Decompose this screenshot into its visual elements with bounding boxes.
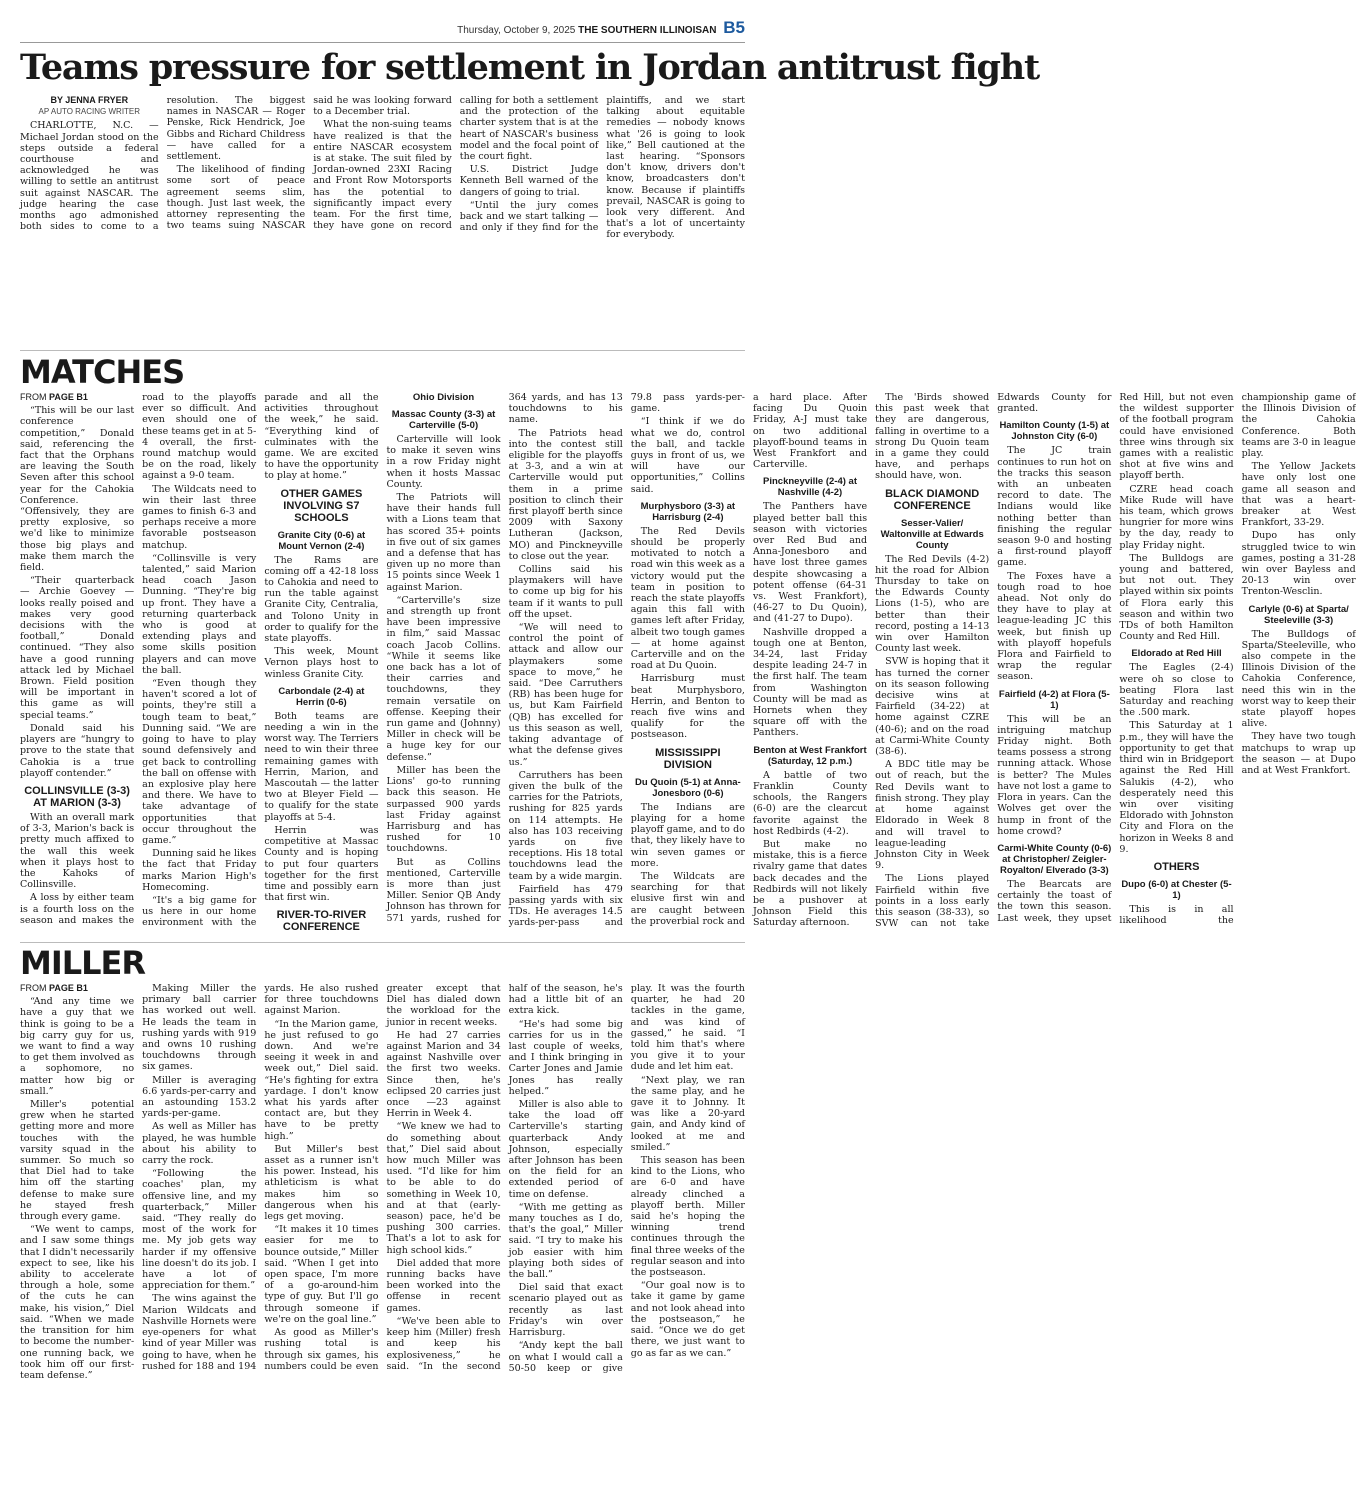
story-paragraph: Harrisburg must beat Murphysboro, Herrin, and Benton to reach five wins and qualify for the postseason. — [630, 673, 745, 741]
story-paragraph: The Lions played Fairfield within five points in a loss early this season (38-33), so SVW can not take Edwards County for granted. — [875, 392, 1112, 930]
story-paragraph: Nashville dropped a tough one at Benton, 34-24, last Friday despite leading 24-7 in the first half. The team from Washington County will be mad as Hornets when they square off with the Panthers. — [752, 626, 868, 739]
story-paragraph: But as Collins mentioned, Carterville is more than just Miller. Senior QB Andy Johnson has thrown for 571 yards, rushed for 364 yards, and has 13 touchdowns to his name. — [386, 392, 623, 924]
story-paragraph: The Red Devils (4-2) hit the road for Albion Thursday to take on the Edwards County Lions (1-5), who are better than their record, posting a 14-13 win over Hamilton County last week. — [875, 553, 990, 655]
story-paragraph: Miller is averaging 6.6 yards-per-carry and an astounding 153.2 yards-per-game. — [142, 1074, 257, 1120]
from-page: PAGE B1 — [49, 392, 88, 402]
story-paragraph: The Indians are playing for a home playoff game, and to do that, they likely have to win seven games or more. — [630, 801, 745, 869]
story-paragraph: “Our goal now is to take it game by game and not look ahead into the postseason,” he said. “Once we do get there, we just want to go as far as we can.” — [630, 1280, 745, 1359]
story-paragraph: “Following the coaches' plan, my offensive line, and my quarterback,” Miller said. “They really do most of the work for me. My job gets way harder if my offensive line doesn't do its job. I have a lot of appreciation for them.” — [142, 1168, 257, 1292]
story-paragraph: “We will need to control the point of attack and allow our playmakers some space to move,” he said. “Dee Carruthers (RB) has been huge for us, but Kam Fairfield (QB) has excelled for us this season as well, taking advantage of what the defense gives us.” — [508, 622, 623, 768]
matches-title: MATCHES — [20, 353, 185, 391]
section-divider — [20, 350, 745, 351]
story-paragraph: “We've been able to keep him (Miller) fresh and keep his explosiveness,” he said. “In the second half of the season, he's had a little bit of an extra kick. — [386, 983, 623, 1372]
section-divider — [20, 942, 745, 943]
byline — [20, 95, 159, 117]
lead-story — [20, 95, 745, 343]
story-paragraph: Miller's potential grew when he started getting more and more touches with the varsity squad in the summer. So much so that Diel had to take him off the starting defense to make sure he stayed fresh through every game. — [20, 1099, 135, 1223]
story-paragraph: “We knew we had to do something about that,” Diel said about how much Miller was used. “I'd like for him to be able to do something in Week 10, and at that (early-season) pace, he'd be pushing 300 carries. That's a lot to ask for high school kids.” — [386, 1121, 501, 1256]
story-paragraph: U.S. District Judge Kenneth Bell warned of the dangers of going to trial. — [459, 164, 599, 198]
miller-title: MILLER — [20, 944, 146, 982]
from-page: PAGE B1 — [49, 983, 88, 993]
story-paragraph: “It makes it 10 times easier for me to bounce outside,” Miller said. “When I get into open space, I'm more of a go-around-him type of guy. But I'll go through someone if we're on the goal line.” — [264, 1224, 379, 1325]
story-paragraph: This season has been kind to the Lions, who are 6-0 and have already clinched a playoff berth. Miller said he's hoping the winning trend continues through the final three weeks of the regular season and into the postseason. — [630, 1155, 745, 1279]
matches-story — [20, 392, 1356, 934]
story-paragraph: This week, Mount Vernon plays host to winless Granite City. — [264, 646, 379, 680]
story-paragraph: This will be an intriguing matchup Friday night. Both teams possess a strong running attack. Whose is better? The Mules have not lost a game to Flora in years. Can the Wolves get over the hump in front of the home crowd? — [997, 713, 1112, 837]
story-paragraph: “And any time we have a guy that we think is going to be a big carry guy for us, we want to find a way to get them involved as a sophomore, no matter how big or small.” — [20, 996, 135, 1097]
story-paragraph: The Patriots head into the contest still eligible for the playoffs at 3-3, and a win at Carterville would put them in a prime position to clinch their first playoff berth since 2009 with Saxony Lutheran (Jackson, MO) and Pinckneyville to close out the year. — [508, 427, 623, 562]
story-paragraph: This is in all likelihood the championship game of the Illinois Division of the Cahokia Conference. Both teams are 3-0 in league play. — [1119, 392, 1356, 927]
story-paragraph: “It's a big game for us here in our home environment with the parade and all the activities throughout the week,” he said. “Everything kind of culminates with the game. We are excited to have the opportunity to play at home.” — [142, 392, 379, 929]
game-subhead: Sesser-Valier/ Waltonville at Edwards County — [880, 517, 984, 551]
story-paragraph: The Wildcats need to win their last three games to finish 6-3 and perhaps receive a more favorable postseason matchup. — [142, 483, 257, 551]
story-paragraph: Diel added that more running backs have been worked into the offense in recent games. — [386, 1257, 501, 1314]
story-paragraph: Carterville will look to make it seven wins in a row Friday night when it hosts Massac County. — [386, 434, 501, 490]
game-subhead: Carmi-White County (0-6) at Christopher/ Zeigler-Royalton/ Elverado (3-3) — [997, 842, 1112, 876]
byline-author: BY JENNA FRYER — [50, 95, 129, 105]
story-paragraph: The Eagles (2-4) were oh so close to beating Flora last Saturday and reaching the .500 mark. — [1119, 662, 1234, 719]
story-paragraph: A loss by either team is a fourth loss on the season and makes the road to the playoffs ever so difficult. And even should one of these teams get in at 5-4 overall, the first-round matchup would be on the road, likely against a 9-0 team. — [20, 392, 257, 926]
story-paragraph: “Andy kept the ball on what I would call a 50-50 keep or give play. It was the fourth quarter, he had 20 tackles in the game, and was kind of gassed,” he said. “I told him that's where you give it to your dude and let him eat. — [508, 983, 745, 1374]
story-paragraph: The Panthers have played better ball this season with victories over Red Bud and Anna-Jonesboro and have lost three games despite showcasing a potent offense (64-31 vs. West Frankfort), (46-27 to Du Quoin), and (41-27 to Dupo). — [752, 501, 868, 625]
story-paragraph: As good as Miller's rushing total is through six games, his numbers could be even greater except that Diel has dialed down the workload for the junior in recent weeks. — [264, 983, 501, 1372]
story-paragraph: “He's had some big carries for us in the last couple of weeks, and I think bringing in Carter Jones and Jamie Jones has really helped.” — [508, 1018, 623, 1097]
story-paragraph: The Rams are coming off a 42-18 loss to Cahokia and need to run the table against Granite City, Centralia, and Tolono Unity in order to qualify for the state playoffs. — [264, 554, 379, 645]
story-paragraph: He had 27 carries against Marion and 34 against Nashville over the first two weeks. Since then, he's eclipsed 20 carries just once —23 against Herrin in Week 4. — [386, 1029, 501, 1120]
story-paragraph: Making Miller the primary ball carrier has worked out well. He leads the team in rushing yards with 919 and owns 10 rushing touchdowns through six games. — [142, 983, 257, 1073]
story-paragraph: The Red Devils should be properly motivated to notch a road win this week as a victory would put the team in position to reach the state playoffs again this fall with games left after Friday, albeit two tough games — at home against Carterville and on the road at Du Quoin. — [630, 525, 745, 672]
game-subhead: Murphysboro (3-3) at Harrisburg (2-4) — [640, 500, 736, 523]
game-subhead: Massac County (3-3) at Carterville (5-0) — [391, 409, 496, 431]
story-paragraph: “Collinsville is very talented,” said Marion head coach Jason Dunning. “They're big up front. They have a returning quarterback who is good at extending plays and some skills position players and can move the ball. — [142, 552, 257, 676]
story-paragraph: Diel said that exact scenario played out as recently as last Friday's win over Harrisburg. — [508, 1282, 623, 1339]
story-paragraph: Miller is also able to take the load off Carterville's starting quarterback Andy Johnson, especially after Johnson has been on the field for an extended period of time on defense. — [508, 1099, 623, 1200]
story-paragraph: The Patriots will have their hands full with a Lions team that has scored 35+ points in five out of six games and a defense that has given up no more than 15 points since Week 1 against Marion. — [386, 492, 501, 593]
story-paragraph: “Their quarterback — Archie Goevey — looks really poised and makes very good decisions with the football,” Donald continued. “They also have a good running attack led by Michael Brown. Field position will be important in this game as will special teams.” — [20, 575, 135, 721]
story-paragraph: Herrin was competitive at Massac County and is hoping to put four quarters together for the first time and possibly earn that first win. — [264, 824, 379, 904]
story-paragraph: Collins said his playmakers will have to come up big for his team if it wants to pull off the upset. — [508, 564, 623, 620]
story-paragraph: Dunning said he likes the fact that Friday marks Marion High's Homecoming. — [142, 848, 257, 893]
section-subhead: BLACK DIAMOND CONFERENCE — [885, 487, 980, 512]
story-paragraph: “Until the jury comes back and we start talking — and only if they find for the plaintiffs, and we start talking about equitable remedies — nobody knows what '26 is going to look like,” Bell cautioned at the last hearing. “Sponsors don't know, drivers don't know, broadcasters don't know. Because if plaintiffs prevail, NASCAR is going to look very different. And that's a lot of uncertainty for everybody. — [459, 95, 745, 241]
header-rule — [20, 42, 745, 43]
game-subhead: Eldorado at Red Hill — [1131, 648, 1222, 660]
story-paragraph: They have two tough matchups to wrap up the season — at Dupo and at West Frankfort. — [1241, 731, 1356, 777]
game-subhead: Granite City (0-6) at Mount Vernon (2-4) — [277, 529, 366, 552]
game-subhead: Ohio Division — [412, 392, 475, 403]
story-paragraph: “We went to camps, and I saw some things that I didn't necessarily expect to see, like his ability to accelerate through a hole, some of the cuts he can make, his vision,” Diel said. “When we made the transition for him to become the number-one running back, we took him off our first-team defense.” — [20, 1224, 135, 1381]
story-paragraph: “Carterville's size and strength up front have been impressive in film,” said Massac coach Jacob Collins. “While it seems like one back has a lot of their carries and touchdowns, they remain versatile on offense. Keeping their run game and (Johnny) Miller in check will be a huge key for our defense.” — [386, 594, 501, 763]
story-paragraph: But make no mistake, this is a fierce rivalry game that dates back decades and the Redbirds will not likely be a pushover at Johnson Field this Saturday afternoon. — [752, 838, 868, 929]
section-subhead: OTHERS — [1153, 860, 1200, 873]
game-subhead: Benton at West Frankfort (Saturday, 12 p.m.) — [753, 744, 867, 767]
story-paragraph: “With me getting as many touches as I do, that's the goal,” Miller said. “I try to make his job easier with him playing both sides of the ball.” — [508, 1201, 623, 1281]
story-paragraph: The 'Birds showed this past week that they are dangerous, falling in overtime to a strong Du Quoin team in a game they could have, and perhaps should have, won. — [875, 392, 990, 482]
story-paragraph: What the non-suing teams have realized is that the entire NASCAR ecosystem is at stake. The suit filed by Jordan-owned 23XI Racing and Front Row Motorsports has the potential to significantly impact every team. For the first time, they have gone on record calling for both a settlement and the protection of the charter system that is at the heart of NASCAR's business model and the focal point of the court fight. — [313, 95, 599, 232]
miller-story — [20, 983, 745, 1498]
story-paragraph: The Foxes have a tough road to hoe ahead. Not only do they have to play at league-leading JC this week, but finish up with playoff hopefuls Flora and Fairfield to wrap the regular season. — [997, 570, 1112, 683]
story-paragraph: But Miller's best asset as a runner isn't his power. Instead, his athleticism is what makes him so dangerous when his legs get moving. — [264, 1143, 379, 1223]
game-subhead: Hamilton County (1-5) at Johnston City (6-0) — [999, 420, 1110, 443]
story-paragraph: This Saturday at 1 p.m., they will have the opportunity to get that third win in Bridgeport against the Red Hill Salukis (4-2), who desperately need this win over visiting Eldorado with Johnston City and Flora on the horizon in Weeks 8 and 9. — [1119, 720, 1234, 855]
story-paragraph: “This will be our last conference competition,” Donald said, referencing the fact that the Orphans are leaving the South Seven after this school year for the Cahokia Conference. “Offensively, they are pretty explosive, so we'd like to minimize those big plays and make them march the field. — [20, 405, 135, 574]
from-label: FROM — [20, 983, 47, 993]
from-page-reference — [20, 983, 134, 994]
section-subhead: OTHER GAMES INVOLVING S7 SCHOOLS — [280, 487, 363, 524]
story-paragraph: “Next play, we ran the same play, and he gave it to Johnny. It was like a 20-yard gain, and Andy kind of looked at me and smiled.” — [630, 1074, 745, 1153]
story-paragraph: CHARLOTTE, N.C. — Michael Jordan stood on the steps outside a federal courthouse and acknowledged he was willing to settle an antitrust suit against NASCAR. The judge hearing the case months ago admonished both sides to come to a resolution. The biggest names in NASCAR — Roger Penske, Rick Hendrick, Joe Gibbs and Richard Childress — have called for a settlement. — [20, 95, 306, 233]
story-paragraph: The Bulldogs are young and battered, but not out. They played within six points of Flora early this season and within two TDs of both Hamilton County and Red Hill. — [1119, 552, 1234, 643]
game-subhead: Dupo (6-0) at Chester (5-1) — [1121, 878, 1232, 901]
section-subhead: MISSISSIPPI DIVISION — [655, 746, 721, 771]
header-page-number: B5 — [723, 18, 745, 37]
story-paragraph: As well as Miller has played, he was humble about his ability to carry the rock. — [142, 1121, 257, 1167]
story-paragraph: A battle of two Franklin County schools, the Rangers (6-0) are the clearcut favorite against the host Redbirds (4-2). — [752, 769, 868, 837]
story-paragraph: “Even though they haven't scored a lot of points, they're still a tough team to beat,” Dunning said. “We are going to have to play sound defensively and get back to controlling the ball on offense with an explosive play here and there. We have to take advantage of opportunities that occur throughout the game.” — [142, 678, 257, 846]
story-paragraph: The Bulldogs of Sparta/Steeleville, who also compete in the Illinois Division of the Cahokia Conference, need this win in the worst way to keep their state playoff hopes alive. — [1241, 628, 1356, 730]
from-label: FROM — [20, 392, 47, 402]
game-subhead: Fairfield (4-2) at Flora (5-1) — [998, 688, 1110, 711]
story-paragraph: “I think if we do what we do, control the ball, and tackle guys in front of us, we will have our opportunities,” Collins said. — [630, 416, 745, 495]
story-paragraph: Donald said his players are “hungry to prove to the state that Cahokia is a true playoff contender.” — [20, 722, 135, 779]
story-paragraph: Carruthers has been given the bulk of the carries for the Patriots, rushing for 825 yards on 114 attempts. He also has 103 receiving yards on five receptions. His 18 total touchdowns lead the team by a wide margin. — [508, 769, 623, 882]
section-subhead: RIVER-TO-RIVER CONFERENCE — [276, 909, 367, 934]
story-paragraph: Dupo has only struggled twice to win games, posting a 31-28 win over Bayless and 20-13 win over Trenton-Wesclin. — [1241, 530, 1356, 598]
header-paper-name: THE SOUTHERN ILLINOISAN — [578, 25, 717, 36]
story-paragraph: SVW is hoping that it has turned the corner on its season following decisive wins at Fairfield (34-22) at home against CZRE (40-6); and on the road at Carmi-White County (38-6). — [875, 656, 990, 758]
game-subhead: Carbondale (2-4) at Herrin (0-6) — [278, 685, 365, 708]
story-paragraph: Miller has been the Lions' go-to running back this season. He surpassed 900 yards last Friday against Harrisburg and has rushed for 10 touchdowns. — [386, 764, 501, 855]
header-date: Thursday, October 9, 2025 — [457, 25, 576, 36]
story-paragraph: With an overall mark of 3-3, Marion's back is pretty much affixed to the wall this week when it plays host to the Kahoks of Collinsville. — [20, 811, 135, 891]
story-paragraph: Both teams are needing a win in the worst way. The Terriers need to win their three remaining games with Herrin, Marion, and Mascoutah — the latter two at Bleyer Field — to qualify for the state playoffs at 5-4. — [264, 710, 379, 823]
from-page-reference — [20, 392, 134, 403]
game-subhead: Du Quoin (5-1) at Anna-Jonesboro (0-6) — [634, 776, 741, 799]
byline-org: AP AUTO RACING WRITER — [38, 107, 141, 117]
story-paragraph: The wins against the Marion Wildcats and Nashville Hornets were eye-openers for what kind of year Miller was going to have, when he rushed for 188 and 194 yards. He also rushed for three touchdowns against Marion. — [142, 983, 379, 1372]
story-paragraph: “In the Marion game, he just refused to go down. And we're seeing it week in and week out,” Diel said. “He's fighting for extra yardage. I don't know what his yards after contact are, but they have to be pretty high.” — [264, 1018, 379, 1142]
story-paragraph: The Wildcats are searching for that elusive first win and are caught between the proverbial rock and a hard place. After facing Du Quoin Friday, A-J must take on two additional playoff-bound teams in West Frankfort and Carterville. — [630, 392, 868, 927]
story-paragraph: Fairfield has 479 passing yards with six TDs. He averages 14.5 yards-per-pass and 79.8 pass yards-per-game. — [508, 392, 745, 929]
game-subhead: Pinckneyville (2-4) at Nashville (4-2) — [763, 476, 857, 499]
story-paragraph: The JC train continues to run hot on the tracks this season with an unbeaten record to date. The Indians would like nothing better than finishing the regular season 9-0 and hosting a first-round playoff game. — [997, 445, 1112, 569]
story-paragraph: A BDC title may be out of reach, but the Red Devils want to finish strong. They play at home against Eldorado in Week 8 and will travel to league-leading Johnston City in Week 9. — [875, 759, 990, 872]
game-subhead: Carlyle (0-6) at Sparta/ Steeleville (3-3) — [1248, 603, 1349, 626]
lead-headline: Teams pressure for settlement in Jordan antitrust fight — [20, 47, 1040, 88]
section-subhead: COLLINSVILLE (3-3) AT MARION (3-3) — [24, 784, 130, 809]
story-paragraph: The Bearcats are certainly the toast of the town this season. Last week, they upset Red Hill, but not even the wildest supporter of the football program could have envisioned three wins through six games with a realistic shot at five wins and playoff berth. — [997, 392, 1234, 924]
story-paragraph: The likelihood of finding some sort of peace agreement seems slim, though. Just last week, the attorney representing the two teams suing NASCAR said he was looking forward to a December trial. — [166, 95, 452, 232]
story-paragraph: The Yellow Jackets have only lost one game all season and that was a heart-breaker at West Frankfort, 33-29. — [1241, 461, 1356, 529]
page-header — [20, 18, 745, 40]
story-paragraph: CZRE head coach Mike Rude will have his team, which grows hungrier for more wins by the day, ready to play Friday night. — [1119, 483, 1234, 551]
